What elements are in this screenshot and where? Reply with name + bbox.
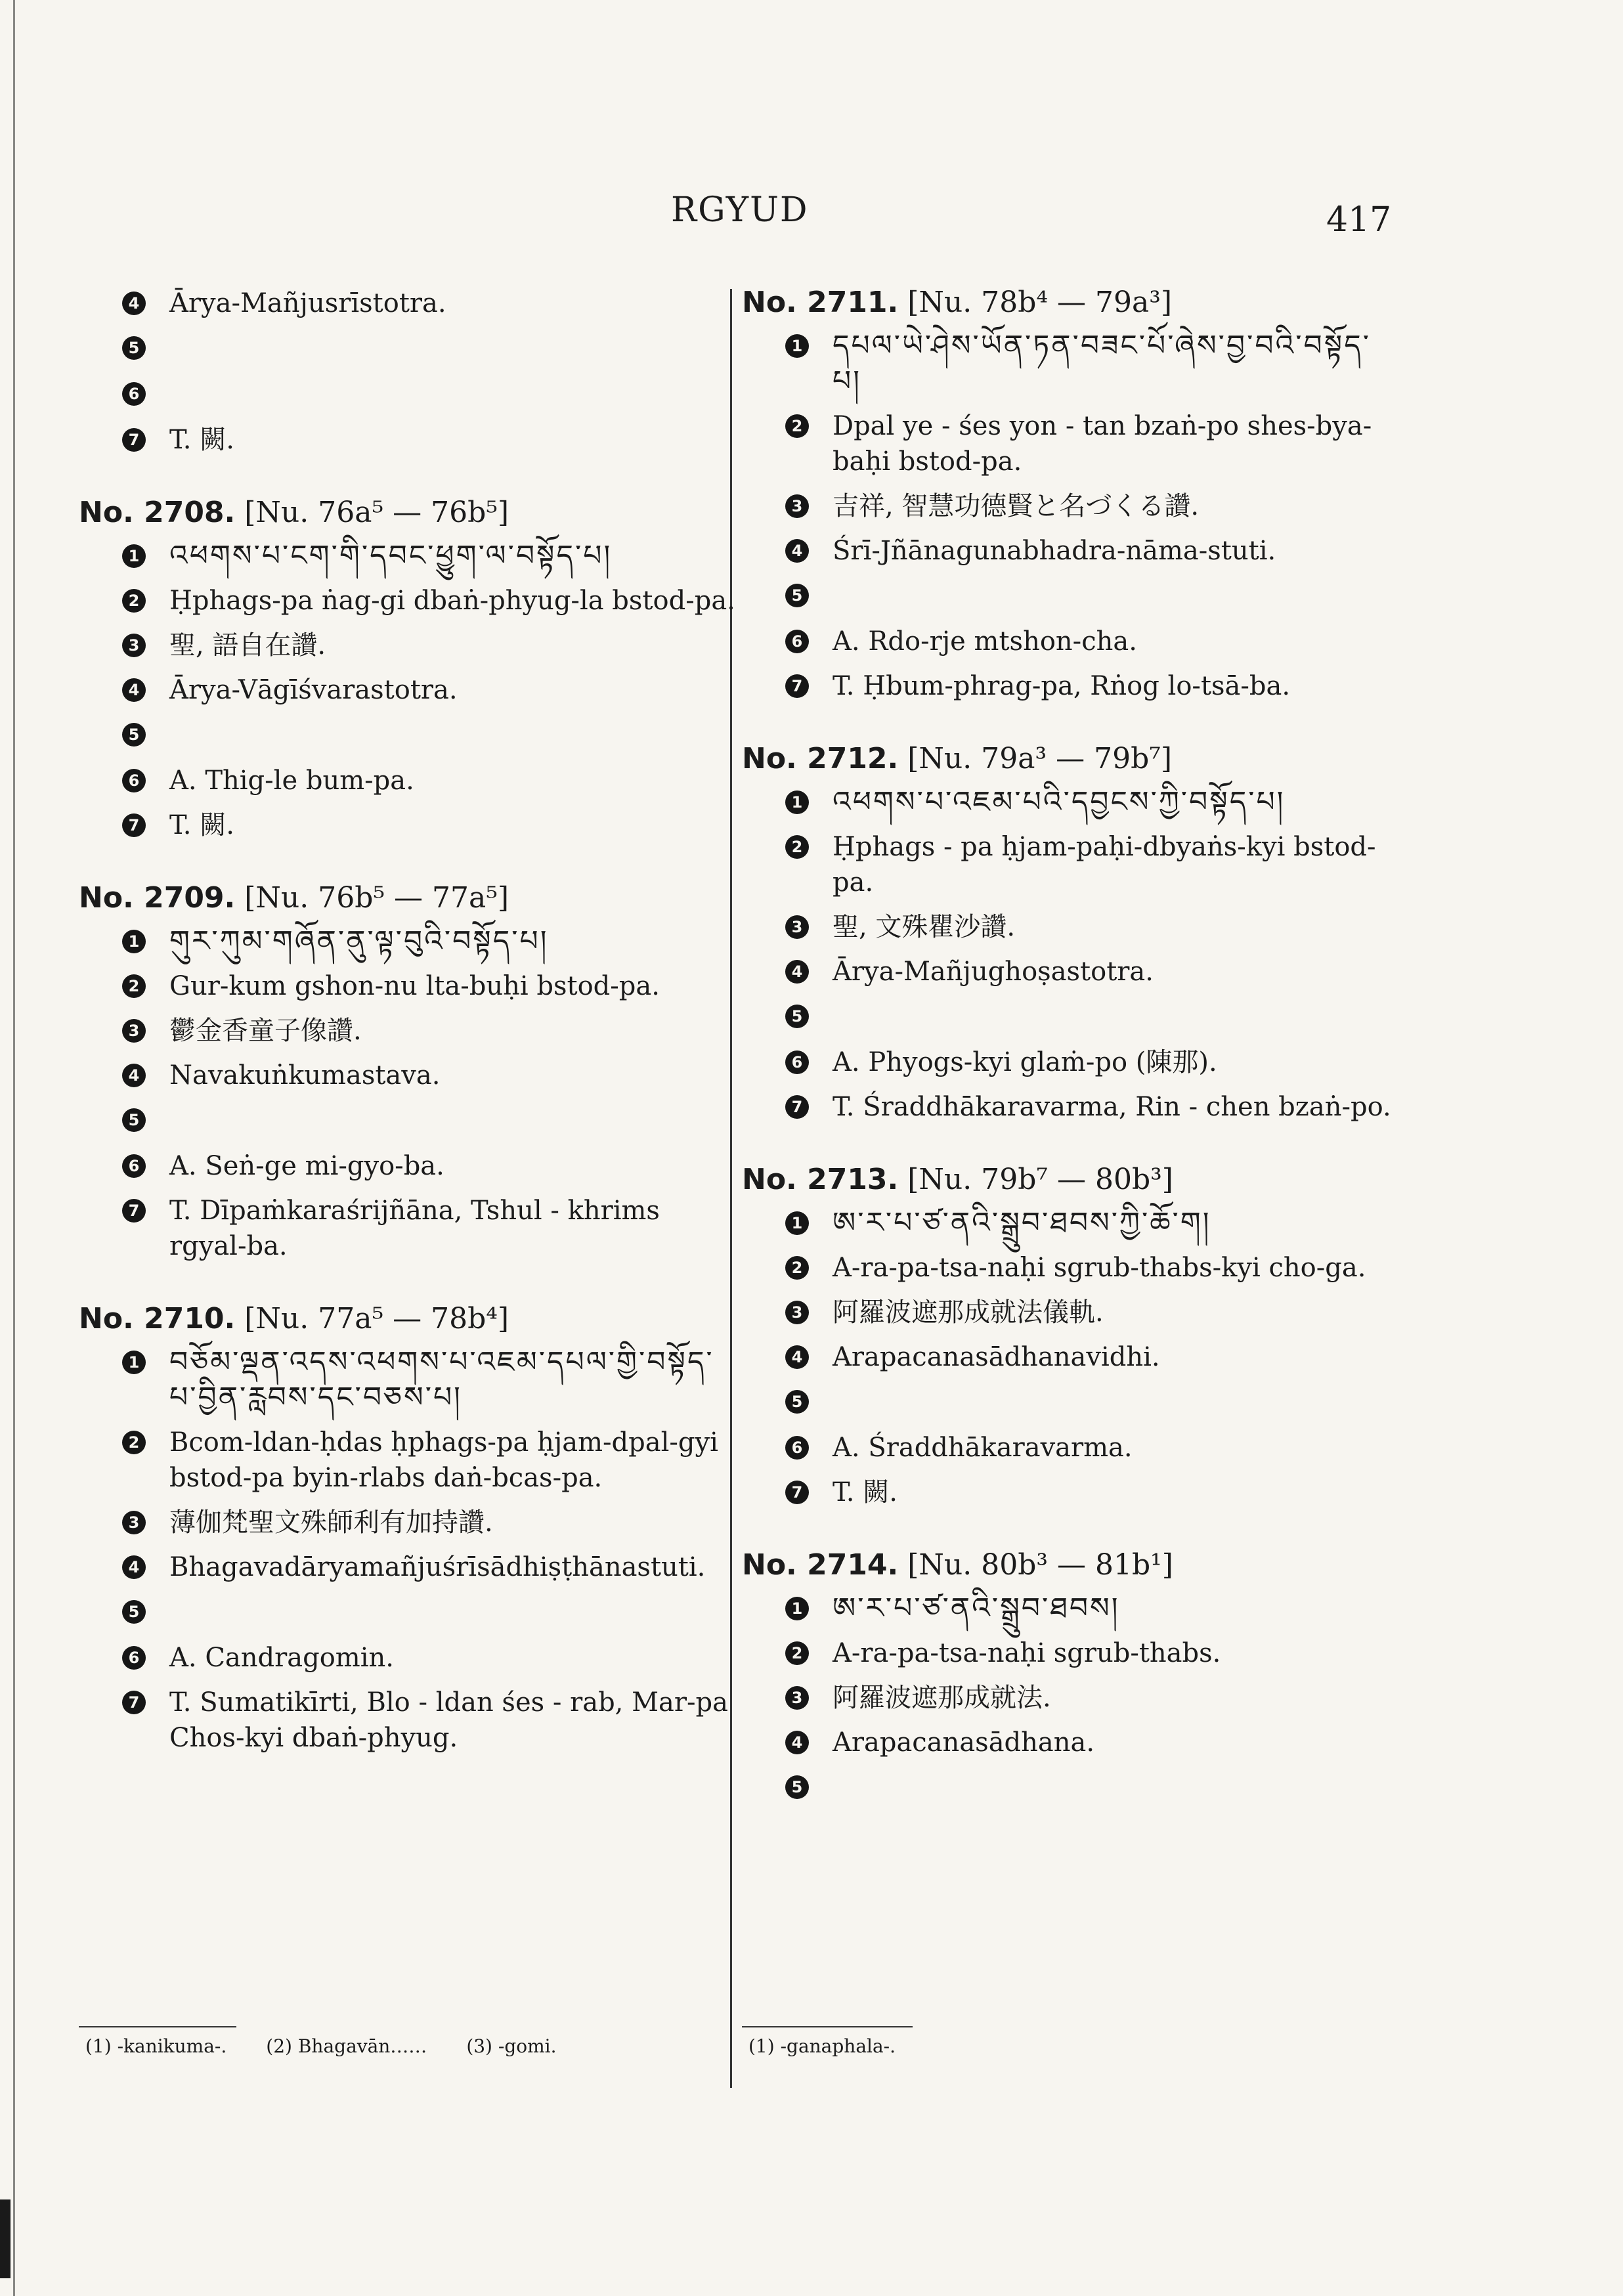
entry-field: [79, 717, 735, 754]
field-text: A-ra-pa-tsa-naḥi sgrub-thabs.: [833, 1638, 1221, 1668]
entry-folio-ref: [Nu. 76b⁵ — 77a⁵]: [244, 881, 509, 915]
field-number-circle: 5: [785, 1005, 809, 1028]
footnote: (2) Bhagavān……: [266, 2035, 427, 2057]
field-number-circle: 6: [122, 769, 146, 792]
field-text: A. Śraddhākaravarma.: [833, 1433, 1133, 1463]
binding-edge-mark: [0, 2199, 11, 2278]
entry-field: [742, 1384, 1398, 1421]
field-text: གུར་ཀུམ་གཞོན་ནུ་ལྟ་བུའི་བསྟོད་པ།: [169, 924, 549, 958]
footnotes-left: [85, 2035, 596, 2057]
catalogue-entry: [79, 1302, 735, 1756]
field-text: T. Sumatikīrti, Blo - ldan śes - rab, Mar-pa Chos-kyi dbaṅ-phyug.: [169, 1687, 728, 1753]
field-text: འཕགས་པ་ངག་གི་དབང་ཕྱུག་ལ་བསྟོད་པ།: [169, 539, 613, 573]
field-number-circle: 4: [785, 1345, 809, 1369]
field-text: Navakuṅkumastava.: [169, 1060, 441, 1091]
field-number-circle: 5: [122, 336, 146, 360]
field-number-circle: 3: [785, 494, 809, 518]
entry-field: [79, 968, 735, 1004]
field-text: དཔལ་ཡེ་ཤེས་ཡོན་ཏན་བཟང་པོ་ཞེས་བྱ་བའི་བསྟོད་པ།: [833, 329, 1371, 398]
field-number-circle: 4: [122, 1064, 146, 1087]
entry-field: [79, 583, 735, 618]
entry-field: [79, 763, 735, 798]
entry-field: [742, 785, 1398, 820]
entry-number-label: No. 2712.: [742, 742, 899, 775]
field-number-circle: 4: [122, 292, 146, 315]
field-number-circle: 6: [122, 382, 146, 406]
entry-field: [742, 954, 1398, 989]
field-number-circle: 2: [785, 1256, 809, 1280]
footnotes-right: [748, 2035, 935, 2057]
entry-field: [79, 1345, 735, 1416]
entry-field: [79, 1594, 735, 1631]
field-number-circle: 3: [122, 1511, 146, 1534]
entry-field: [79, 1425, 735, 1496]
entry-field: [742, 533, 1398, 569]
entry-field: [742, 1250, 1398, 1286]
catalogue-entry: [742, 1548, 1398, 1806]
field-number-circle: 4: [122, 678, 146, 702]
field-text: 聖, 文殊瞿沙讚.: [833, 912, 1016, 942]
field-text: 阿羅波遮那成就法儀軌.: [833, 1297, 1104, 1328]
field-number-circle: 1: [785, 1211, 809, 1235]
field-number-circle: 6: [122, 1154, 146, 1178]
field-text: Ārya-Mañjughoṣastotra.: [833, 957, 1154, 987]
field-text: ཨ་ར་པ་ཙ་ནའི་སྒྲུབ་ཐབས།: [833, 1592, 1120, 1625]
field-number-circle: 2: [122, 589, 146, 613]
field-text: འཕགས་པ་འཇམ་པའི་དབྱངས་ཀྱི་བསྟོད་པ།: [833, 785, 1286, 819]
field-number-circle: 2: [785, 1641, 809, 1665]
catalogue-entry: [79, 286, 735, 458]
entry-field: [742, 909, 1398, 945]
catalogue-entry: [742, 1163, 1398, 1510]
entry-field: [742, 829, 1398, 900]
field-text: T. Ḥbum-phrag-pa, Rṅog lo-tsā-ba.: [833, 671, 1291, 701]
entry-number-label: No. 2714.: [742, 1548, 899, 1582]
field-text: བཅོམ་ལྡན་འདས་འཕགས་པ་འཇམ་དཔལ་གྱི་བསྟོད་པ་བྱིན་རླབས་དང་བཅས་པ།: [169, 1345, 714, 1414]
field-number-circle: 6: [122, 1646, 146, 1670]
entry-field: [79, 672, 735, 708]
field-number-circle: 5: [785, 584, 809, 607]
field-number-circle: 7: [785, 674, 809, 698]
field-text: T. 闕.: [833, 1477, 898, 1507]
field-number-circle: 2: [785, 835, 809, 859]
field-text: A. Seṅ-ge mi-gyo-ba.: [169, 1151, 444, 1181]
entry-field: [79, 808, 735, 843]
field-number-circle: 1: [122, 544, 146, 568]
field-text: A-ra-pa-tsa-naḥi sgrub-thabs-kyi cho-ga.: [833, 1253, 1366, 1283]
field-text: 薄伽梵聖文殊師利有加持讚.: [169, 1507, 493, 1538]
field-text: Arapacanasādhana.: [833, 1727, 1095, 1758]
field-text: T. 闕.: [169, 425, 234, 455]
entry-field: [79, 1640, 735, 1676]
field-text: Ārya-Vāgīśvarastotra.: [169, 675, 458, 705]
field-number-circle: 6: [785, 1051, 809, 1074]
entry-number: [79, 881, 735, 915]
entry-field: [79, 1505, 735, 1540]
entry-field: [79, 1013, 735, 1049]
field-text: T. Dīpaṁkaraśrijñāna, Tshul - khrims rgyal-ba.: [169, 1196, 660, 1261]
field-text: T. 闕.: [169, 810, 234, 840]
field-number-circle: 6: [785, 630, 809, 653]
field-text: Ārya-Mañjusrīstotra.: [169, 288, 446, 318]
field-number-circle: 3: [122, 634, 146, 657]
entry-field: [79, 538, 735, 574]
running-head: RGYUD: [671, 190, 809, 230]
entry-folio-ref: [Nu. 79b⁷ — 80b³]: [907, 1163, 1173, 1196]
field-number-circle: 1: [785, 1597, 809, 1620]
catalogue-entry: [742, 742, 1398, 1125]
entry-field: [742, 1339, 1398, 1375]
field-text: A. Phyogs-kyi glaṁ-po (陳那).: [833, 1047, 1217, 1077]
field-number-circle: 2: [122, 1431, 146, 1454]
field-number-circle: 5: [785, 1775, 809, 1799]
entry-number-label: No. 2711.: [742, 286, 899, 319]
entry-field: [742, 668, 1398, 704]
entry-field: [79, 924, 735, 959]
entry-number-label: No. 2708.: [79, 496, 236, 529]
field-number-circle: 7: [122, 1691, 146, 1714]
entry-field: [742, 408, 1398, 479]
entry-field: [742, 1769, 1398, 1806]
entry-folio-ref: [Nu. 79a³ — 79b⁷]: [907, 742, 1173, 775]
field-number-circle: 7: [785, 1481, 809, 1504]
entry-field: [742, 1295, 1398, 1330]
entry-number-label: No. 2710.: [79, 1302, 236, 1335]
field-number-circle: 5: [122, 723, 146, 747]
field-text: 阿羅波遮那成就法.: [833, 1683, 1051, 1713]
entry-field: [742, 1475, 1398, 1510]
footnote: (3) -gomi.: [466, 2035, 557, 2057]
field-text: 聖, 語自在讚.: [169, 630, 326, 661]
entry-folio-ref: [Nu. 78b⁴ — 79a³]: [907, 286, 1173, 319]
entry-field: [742, 1635, 1398, 1671]
entry-field: [742, 328, 1398, 399]
field-text: 吉祥, 智慧功德賢と名づくる讚.: [833, 491, 1200, 521]
field-number-circle: 1: [785, 791, 809, 814]
field-number-circle: 7: [122, 813, 146, 837]
field-number-circle: 4: [122, 1555, 146, 1579]
field-number-circle: 1: [122, 930, 146, 953]
entry-number: [742, 286, 1398, 319]
field-number-circle: 7: [785, 1095, 809, 1119]
field-number-circle: 7: [122, 428, 146, 452]
entry-field: [742, 578, 1398, 615]
entry-field: [742, 1089, 1398, 1125]
field-number-circle: 4: [785, 1731, 809, 1754]
entry-field: [79, 1148, 735, 1184]
field-text: Ḥphags-pa ṅag-gi dbaṅ-phyug-la bstod-pa.: [169, 586, 735, 616]
field-text: A. Thig-le bum-pa.: [169, 766, 414, 796]
entry-field: [742, 1591, 1398, 1626]
entry-field: [742, 624, 1398, 659]
field-number-circle: 3: [785, 1686, 809, 1710]
entry-folio-ref: [Nu. 76a⁵ — 76b⁵]: [244, 496, 509, 529]
footnote-rule-right: [742, 2026, 913, 2027]
entry-folio-ref: [Nu. 77a⁵ — 78b⁴]: [244, 1302, 509, 1335]
catalogue-entry: [79, 496, 735, 843]
field-text: Dpal ye - śes yon - tan bzaṅ-po shes-bya-baḥi bstod-pa.: [833, 411, 1372, 477]
entry-field: [742, 1680, 1398, 1716]
field-number-circle: 3: [785, 915, 809, 939]
entry-number-label: No. 2713.: [742, 1163, 899, 1196]
entry-field: [79, 1685, 735, 1756]
entry-field: [79, 330, 735, 367]
field-number-circle: 2: [122, 974, 146, 998]
right-column: [742, 286, 1398, 1844]
entry-field: [742, 1725, 1398, 1760]
entry-field: [79, 1102, 735, 1139]
entry-folio-ref: [Nu. 80b³ — 81b¹]: [907, 1548, 1173, 1582]
field-text: Arapacanasādhanavidhi.: [833, 1342, 1160, 1372]
entry-field: [79, 286, 735, 321]
field-text: Gur-kum gshon-nu lta-buḥi bstod-pa.: [169, 971, 660, 1001]
field-text: Bcom-ldan-ḥdas ḥphags-pa ḥjam-dpal-gyi bstod-pa byin-rlabs daṅ-bcas-pa.: [169, 1427, 718, 1493]
field-number-circle: 5: [122, 1600, 146, 1624]
field-text: A. Rdo-rje mtshon-cha.: [833, 626, 1137, 657]
entry-field: [742, 1205, 1398, 1241]
footnote-rule-left: [79, 2026, 236, 2027]
entry-field: [742, 1430, 1398, 1465]
left-column: [79, 286, 735, 1794]
entry-number: [79, 496, 735, 529]
footnote: (1) -ganaphala-.: [748, 2035, 896, 2057]
field-number-circle: 7: [122, 1199, 146, 1223]
entry-number: [742, 742, 1398, 775]
field-number-circle: 6: [785, 1436, 809, 1460]
field-number-circle: 4: [785, 960, 809, 984]
entry-number: [79, 1302, 735, 1335]
entry-field: [742, 1045, 1398, 1080]
entry-field: [79, 1058, 735, 1093]
field-text: ཨ་ར་པ་ཙ་ནའི་སྒྲུབ་ཐབས་ཀྱི་ཆོ་ག།: [833, 1206, 1211, 1240]
entry-field: [79, 1193, 735, 1264]
page-number: 417: [1326, 200, 1392, 240]
field-text: Bhagavadāryamañjuśrīsādhiṣṭhānastuti.: [169, 1552, 706, 1582]
field-text: 鬱金香童子像讚.: [169, 1016, 362, 1046]
field-text: A. Candragomin.: [169, 1643, 394, 1673]
field-number-circle: 1: [122, 1351, 146, 1374]
field-text: Ḥphags - pa ḥjam-paḥi-dbyaṅs-kyi bstod-pa.: [833, 832, 1376, 898]
entry-field: [79, 422, 735, 458]
field-number-circle: 5: [785, 1390, 809, 1414]
field-text: T. Śraddhākaravarma, Rin - chen bzaṅ-po.: [833, 1092, 1391, 1122]
field-number-circle: 2: [785, 414, 809, 438]
entry-number-label: No. 2709.: [79, 881, 236, 915]
entry-field: [742, 488, 1398, 524]
entry-field: [79, 1549, 735, 1585]
field-text: Śrī-Jñānagunabhadra-nāma-stuti.: [833, 536, 1276, 566]
field-number-circle: 1: [785, 334, 809, 358]
entry-field: [79, 376, 735, 413]
footnote: (1) -kanikuma-.: [85, 2035, 227, 2057]
entry-field: [742, 999, 1398, 1035]
catalogue-entry: [742, 286, 1398, 704]
entry-number: [742, 1163, 1398, 1196]
field-number-circle: 3: [122, 1019, 146, 1043]
entry-number: [742, 1548, 1398, 1582]
binding-edge-line: [13, 0, 15, 2296]
field-number-circle: 3: [785, 1301, 809, 1324]
catalogue-entry: [79, 881, 735, 1264]
field-number-circle: 5: [122, 1108, 146, 1132]
field-number-circle: 4: [785, 539, 809, 563]
entry-field: [79, 628, 735, 663]
